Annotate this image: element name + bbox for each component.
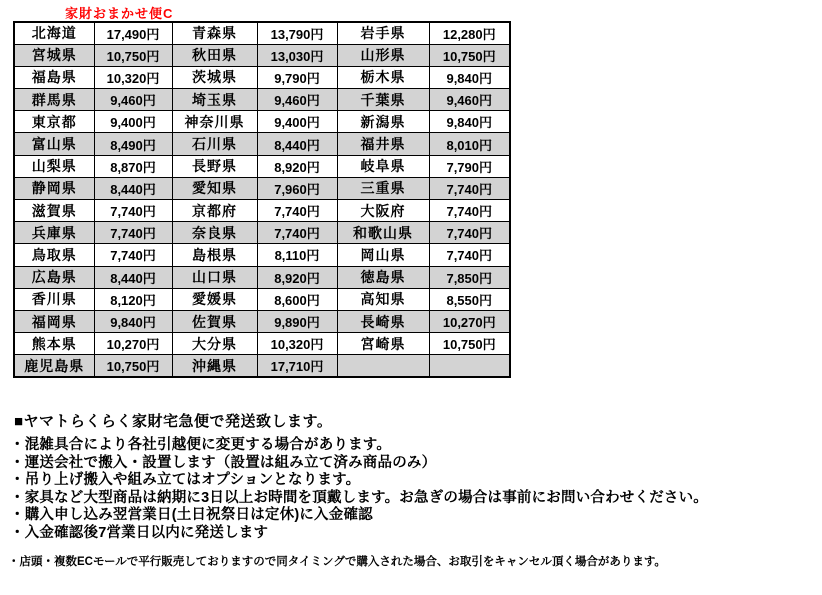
price-cell: 9,460円 xyxy=(94,89,172,111)
note-line: ・吊り上げ搬入や組み立てはオプションとなります。 xyxy=(10,472,361,489)
prefecture-cell: 栃木県 xyxy=(337,66,429,88)
prefecture-cell: 新潟県 xyxy=(337,111,429,133)
price-cell: 7,740円 xyxy=(94,222,172,244)
note-line: ・購入申し込み翌営業日(土日祝祭日は定休)に入金確認 xyxy=(10,507,373,524)
prefecture-cell: 京都府 xyxy=(172,200,257,222)
price-cell: 10,750円 xyxy=(429,333,510,355)
prefecture-cell: 熊本県 xyxy=(14,333,94,355)
note-line: ・家具など大型商品は納期に3日以上お時間を頂戴します。お急ぎの場合は事前にお問い合わせください。 xyxy=(10,489,708,506)
prefecture-cell: 佐賀県 xyxy=(172,310,257,332)
prefecture-cell: 宮城県 xyxy=(14,44,94,66)
prefecture-cell: 岐阜県 xyxy=(337,155,429,177)
table-row xyxy=(14,89,510,111)
shipping-table-title: 家財おまかせ便C xyxy=(65,6,174,21)
price-cell: 7,740円 xyxy=(429,200,510,222)
cancellation-footnote: ・店頭・複数ECモールで平行販売しておりますので同タイミングで購入された場合、お取引をキャンセル頂く場合があります。 xyxy=(8,556,666,568)
note-line: ・混雑具合により各社引越便に変更する場合があります。 xyxy=(10,437,392,453)
price-cell: 10,750円 xyxy=(94,44,172,66)
prefecture-cell: 茨城県 xyxy=(172,66,257,88)
table-row xyxy=(14,66,510,88)
prefecture-cell: 山形県 xyxy=(337,44,429,66)
prefecture-cell: 千葉県 xyxy=(337,89,429,111)
price-cell: 10,320円 xyxy=(257,333,337,355)
prefecture-cell: 東京都 xyxy=(14,111,94,133)
price-cell: 7,790円 xyxy=(429,155,510,177)
prefecture-cell: 鹿児島県 xyxy=(14,355,94,377)
prefecture-cell: 青森県 xyxy=(172,22,257,44)
prefecture-cell: 広島県 xyxy=(14,266,94,288)
prefecture-cell: 鳥取県 xyxy=(14,244,94,266)
price-cell: 7,850円 xyxy=(429,266,510,288)
table-row xyxy=(14,310,510,332)
price-cell: 17,490円 xyxy=(94,22,172,44)
table-row xyxy=(14,222,510,244)
price-cell: 9,460円 xyxy=(257,89,337,111)
prefecture-cell: 岩手県 xyxy=(337,22,429,44)
table-row xyxy=(14,288,510,310)
prefecture-cell: 山口県 xyxy=(172,266,257,288)
table-row xyxy=(14,44,510,66)
price-cell: 7,740円 xyxy=(94,244,172,266)
table-row xyxy=(14,333,510,355)
price-cell: 10,750円 xyxy=(429,44,510,66)
price-cell: 9,400円 xyxy=(257,111,337,133)
price-cell: 8,440円 xyxy=(257,133,337,155)
prefecture-cell: 徳島県 xyxy=(337,266,429,288)
price-cell: 8,440円 xyxy=(94,177,172,199)
price-cell: 7,740円 xyxy=(257,200,337,222)
table-row xyxy=(14,177,510,199)
price-cell: 9,790円 xyxy=(257,66,337,88)
price-cell: 7,740円 xyxy=(429,222,510,244)
prefecture-cell: 福井県 xyxy=(337,133,429,155)
prefecture-cell: 愛媛県 xyxy=(172,288,257,310)
table-row xyxy=(14,266,510,288)
price-cell: 8,600円 xyxy=(257,288,337,310)
prefecture-cell: 兵庫県 xyxy=(14,222,94,244)
shipping-notes-list xyxy=(10,437,708,543)
price-cell: 17,710円 xyxy=(257,355,337,377)
prefecture-cell: 宮崎県 xyxy=(337,333,429,355)
prefecture-cell: 富山県 xyxy=(14,133,94,155)
note-line: ・運送会社で搬入・設置します（設置は組み立て済み商品のみ） xyxy=(10,454,437,471)
price-cell: 9,890円 xyxy=(257,310,337,332)
prefecture-cell: 埼玉県 xyxy=(172,89,257,111)
prefecture-cell: 高知県 xyxy=(337,288,429,310)
prefecture-cell: 山梨県 xyxy=(14,155,94,177)
price-cell: 13,030円 xyxy=(257,44,337,66)
price-cell: 10,270円 xyxy=(94,333,172,355)
note-line: ・入金確認後7営業日以内に発送します xyxy=(10,524,269,541)
price-cell: 9,840円 xyxy=(429,111,510,133)
prefecture-cell: 大分県 xyxy=(172,333,257,355)
price-cell: 8,120円 xyxy=(94,288,172,310)
price-cell: 8,920円 xyxy=(257,155,337,177)
prefecture-cell: 滋賀県 xyxy=(14,200,94,222)
price-cell xyxy=(429,355,510,377)
prefecture-cell: 福岡県 xyxy=(14,310,94,332)
prefecture-cell: 福島県 xyxy=(14,66,94,88)
prefecture-cell: 静岡県 xyxy=(14,177,94,199)
price-cell: 9,840円 xyxy=(94,310,172,332)
shipping-fee-table xyxy=(13,21,511,378)
price-cell: 8,110円 xyxy=(257,244,337,266)
price-cell: 8,490円 xyxy=(94,133,172,155)
prefecture-cell: 岡山県 xyxy=(337,244,429,266)
price-cell: 8,440円 xyxy=(94,266,172,288)
prefecture-cell: 島根県 xyxy=(172,244,257,266)
prefecture-cell: 大阪府 xyxy=(337,200,429,222)
table-row xyxy=(14,355,510,377)
table-row xyxy=(14,133,510,155)
price-cell: 8,920円 xyxy=(257,266,337,288)
prefecture-cell: 奈良県 xyxy=(172,222,257,244)
prefecture-cell: 群馬県 xyxy=(14,89,94,111)
price-cell: 10,270円 xyxy=(429,310,510,332)
table-row xyxy=(14,111,510,133)
prefecture-cell: 香川県 xyxy=(14,288,94,310)
price-cell: 12,280円 xyxy=(429,22,510,44)
price-cell: 10,320円 xyxy=(94,66,172,88)
price-cell: 8,010円 xyxy=(429,133,510,155)
price-cell: 13,790円 xyxy=(257,22,337,44)
table-row xyxy=(14,22,510,44)
price-cell: 7,740円 xyxy=(94,200,172,222)
price-cell: 10,750円 xyxy=(94,355,172,377)
shipping-table-body xyxy=(14,22,510,377)
table-row xyxy=(14,200,510,222)
prefecture-cell: 和歌山県 xyxy=(337,222,429,244)
price-cell: 9,460円 xyxy=(429,89,510,111)
prefecture-cell: 神奈川県 xyxy=(172,111,257,133)
price-cell: 8,550円 xyxy=(429,288,510,310)
prefecture-cell xyxy=(337,355,429,377)
price-cell: 8,870円 xyxy=(94,155,172,177)
table-row xyxy=(14,244,510,266)
price-cell: 7,960円 xyxy=(257,177,337,199)
prefecture-cell: 石川県 xyxy=(172,133,257,155)
prefecture-cell: 沖縄県 xyxy=(172,355,257,377)
table-row xyxy=(14,155,510,177)
shipping-method-heading: ■ヤマトらくらく家財宅急便で発送致します。 xyxy=(14,413,333,430)
price-cell: 7,740円 xyxy=(429,177,510,199)
prefecture-cell: 北海道 xyxy=(14,22,94,44)
prefecture-cell: 秋田県 xyxy=(172,44,257,66)
prefecture-cell: 長野県 xyxy=(172,155,257,177)
price-cell: 9,400円 xyxy=(94,111,172,133)
prefecture-cell: 愛知県 xyxy=(172,177,257,199)
price-cell: 9,840円 xyxy=(429,66,510,88)
price-cell: 7,740円 xyxy=(429,244,510,266)
prefecture-cell: 長崎県 xyxy=(337,310,429,332)
price-cell: 7,740円 xyxy=(257,222,337,244)
prefecture-cell: 三重県 xyxy=(337,177,429,199)
